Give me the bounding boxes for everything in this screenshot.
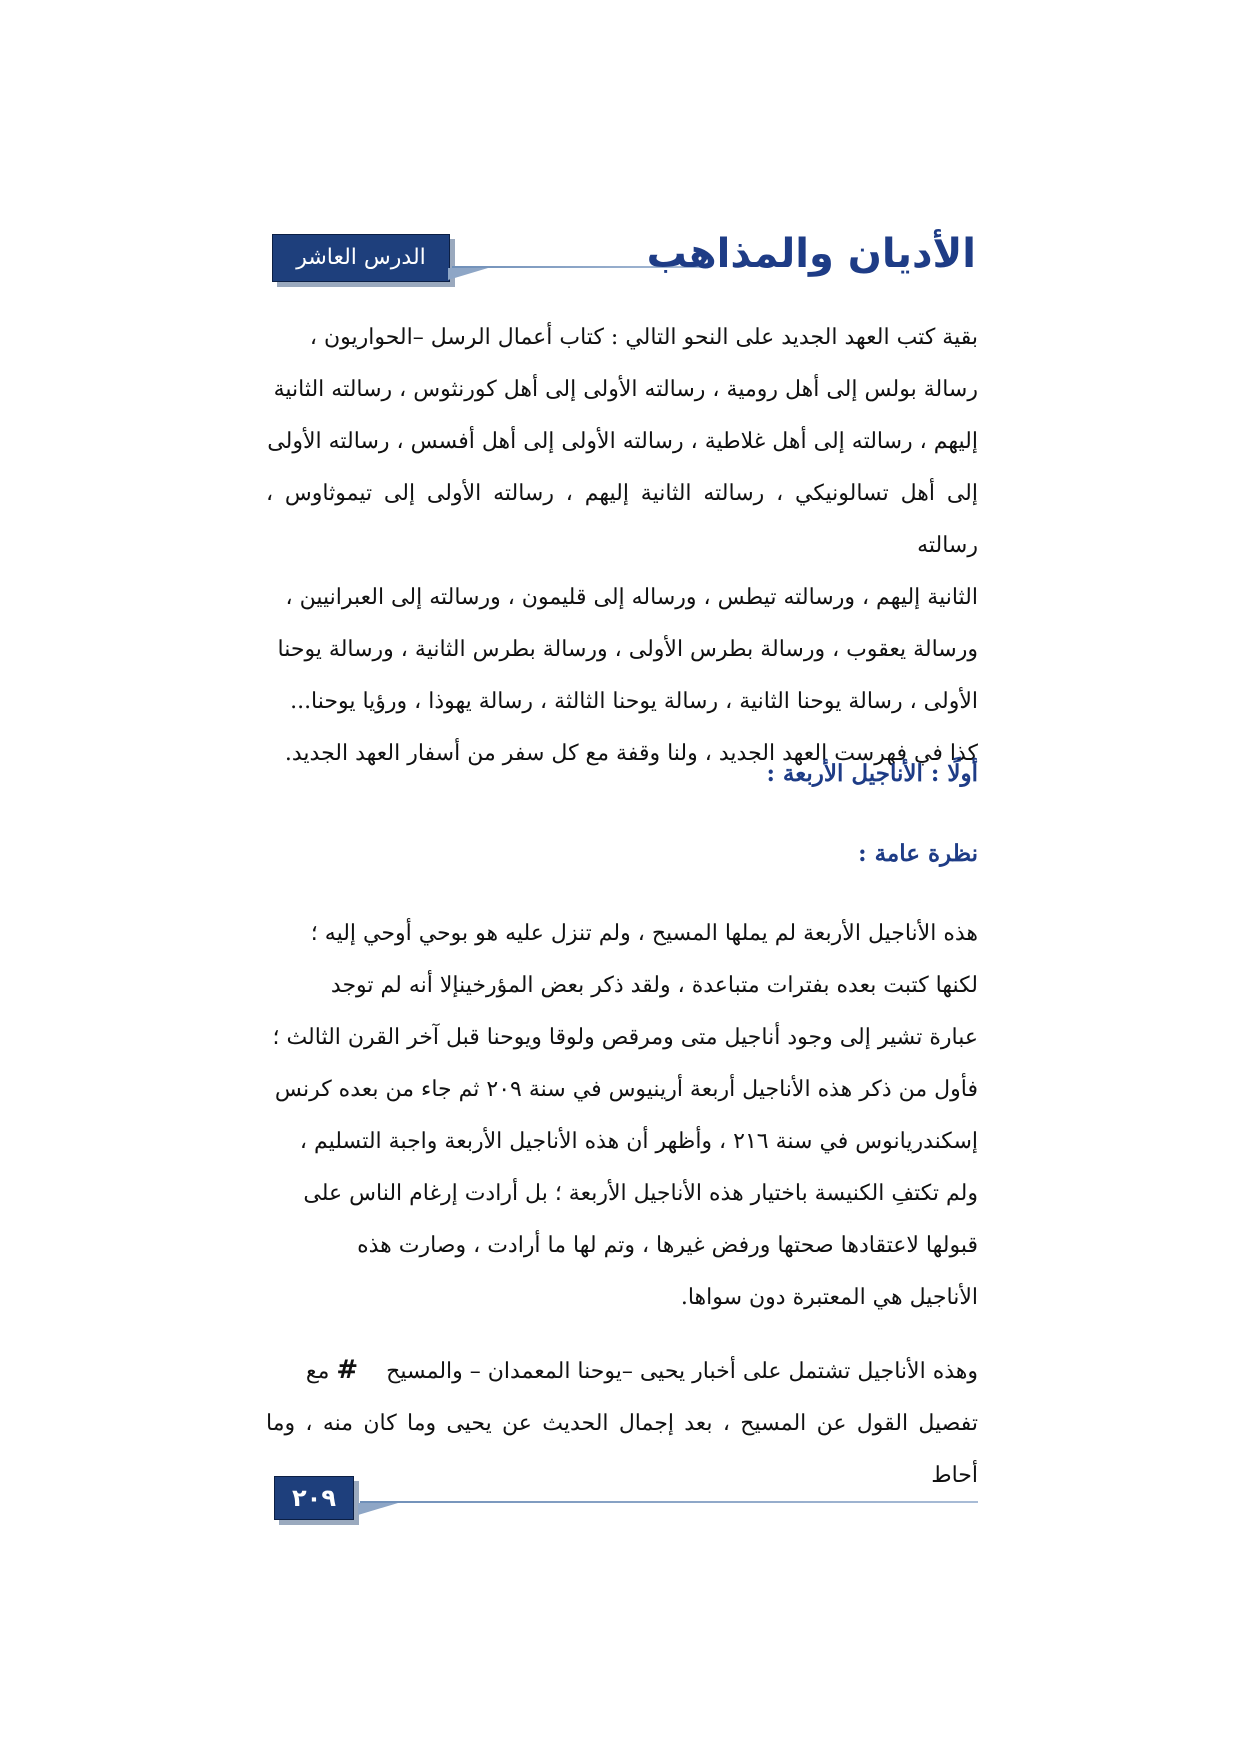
hash-symbol: # [336, 1355, 359, 1385]
text-line [266, 1344, 978, 1398]
text-line: كذا في فهرست العهد الجديد ، ولنا وقفة مع كل سفر من أسفار العهد الجديد. [284, 741, 978, 766]
section-heading-four-gospels: أولًا : الأناجيل الأربعة : [766, 760, 978, 787]
text-line: ولم تكتفِ الكنيسة باختيار هذه الأناجيل الأربعة ؛ بل أرادت إرغام الناس على [303, 1181, 978, 1206]
footer-rule [360, 1501, 978, 1503]
text-line: بقية كتب العهد الجديد على النحو التالي : كتاب أعمال الرسل –الحواريون ، [309, 325, 978, 350]
text-segment: مع [305, 1359, 330, 1384]
header-wedge [448, 268, 488, 280]
text-line: إليهم ، رسالته إلى أهل غلاطية ، رسالته الأولى إلى أهل أفسس ، رسالته الأولى [267, 429, 978, 454]
intro-paragraph [266, 312, 978, 780]
text-line: لكنها كتبت بعده بفترات متباعدة ، ولقد ذكر بعض المؤرخينإلا أنه لم توجد [330, 973, 978, 998]
footer-wedge [358, 1503, 398, 1515]
text-line: تفصيل القول عن المسيح ، بعد إجمال الحديث عن يحيى وما كان منه ، وما أحاط [266, 1411, 978, 1488]
text-line: قبولها لاعتقادها صحتها ورفض غيرها ، وتم لها ما أرادت ، وصارت هذه [357, 1233, 978, 1258]
page-number: ٢٠٩ [274, 1476, 354, 1520]
text-line: الأناجيل هي المعتبرة دون سواها. [680, 1285, 978, 1310]
page-header [272, 228, 976, 290]
text-line: فأول من ذكر هذه الأناجيل أربعة أرينيوس في سنة ٢٠٩ ثم جاء من بعده كرنس [274, 1077, 978, 1102]
subsection-heading-overview: نظرة عامة : [858, 840, 978, 867]
text-segment: وهذه الأناجيل تشتمل على أخبار يحيى –يوحنا المعمدان – والمسيح [386, 1359, 978, 1384]
text-line: الثانية إليهم ، ورسالته تيطس ، ورساله إلى قليمون ، ورسالته إلى العبرانيين ، [285, 585, 978, 610]
text-line: عبارة تشير إلى وجود أناجيل متى ومرقص ولوقا ويوحنا قبل آخر القرن الثالث ؛ [272, 1025, 978, 1050]
text-line: الأولى ، رسالة يوحنا الثانية ، رسالة يوحنا الثالثة ، رسالة يهوذا ، ورؤيا يوحنا... [290, 689, 978, 714]
text-line: هذه الأناجيل الأربعة لم يملها المسيح ، ولم تنزل عليه هو بوحي أوحي إليه ؛ [310, 921, 978, 946]
text-line: ورسالة يعقوب ، ورسالة بطرس الأولى ، ورسالة بطرس الثانية ، ورسالة يوحنا [277, 637, 978, 662]
text-line: إلى أهل تسالونيكي ، رسالته الثانية إليهم ، رسالته الأولى إلى تيموثاوس ، رسالته [266, 481, 978, 558]
lesson-badge: الدرس العاشر [272, 234, 450, 282]
page-footer [274, 1476, 978, 1536]
text-line: إسكندريانوس في سنة ٢١٦ ، وأظهر أن هذه الأناجيل الأربعة واجبة التسليم ، [299, 1129, 978, 1154]
text-line: رسالة بولس إلى أهل رومية ، رسالته الأولى إلى أهل كورنثوس ، رسالته الثانية [273, 377, 978, 402]
book-title: الأديان والمذاهب [646, 231, 976, 277]
overview-paragraph [266, 908, 978, 1324]
